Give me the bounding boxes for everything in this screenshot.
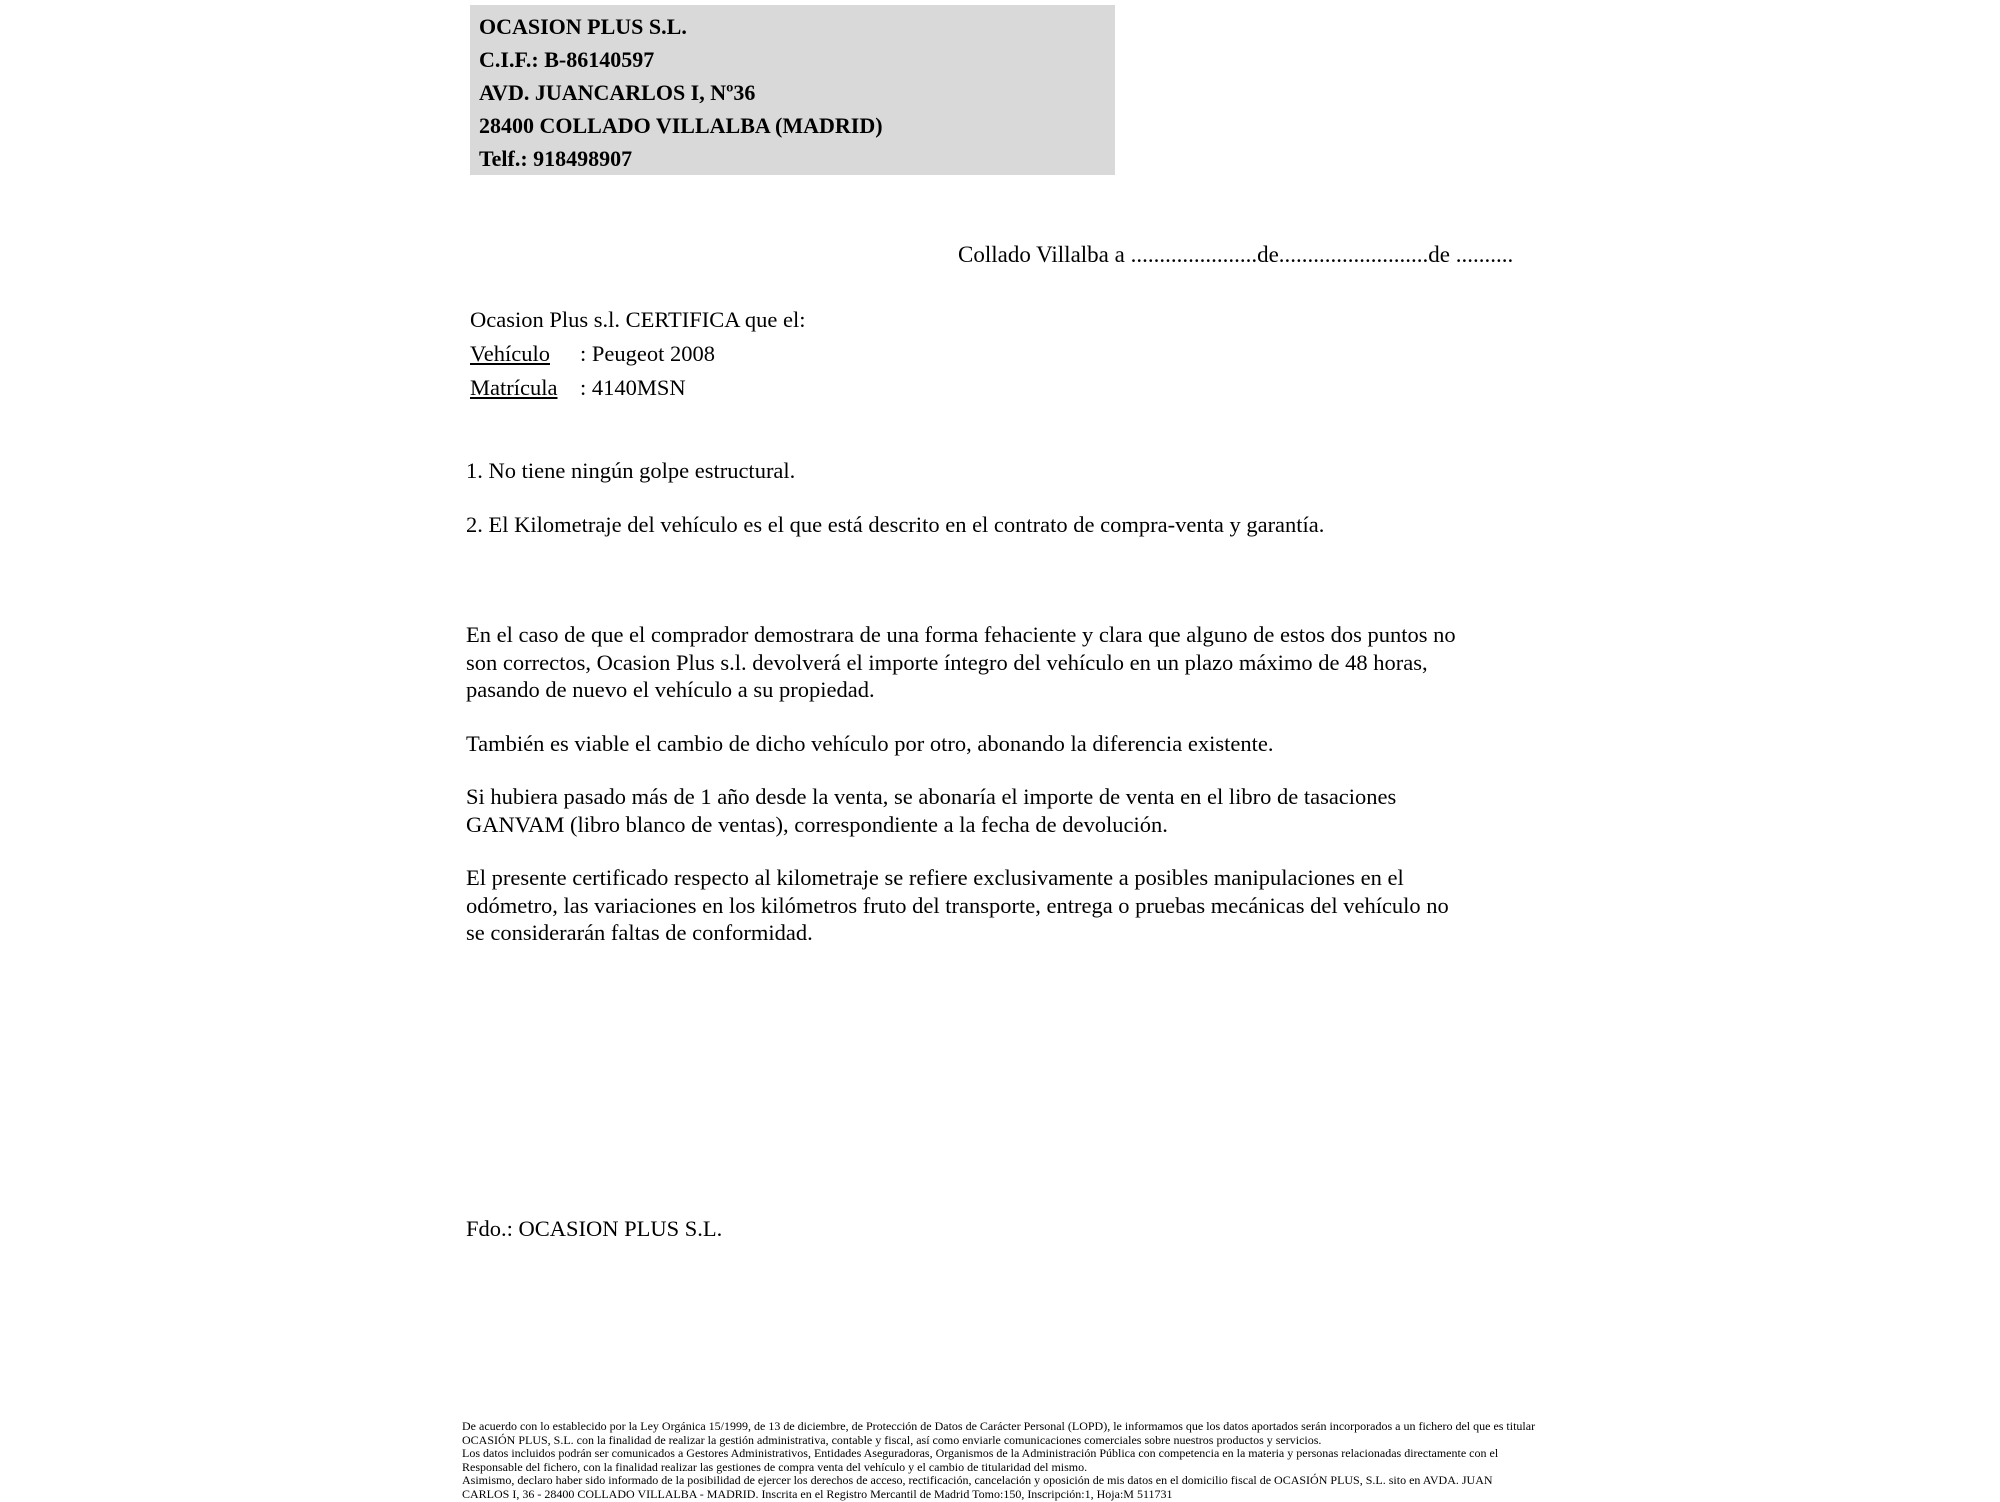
- company-phone: Telf.: 918498907: [479, 146, 633, 171]
- body-paragraphs: [466, 621, 1586, 973]
- point-2: 2. El Kilometraje del vehículo es el que está descrito en el contrato de compra-venta y garantía.: [466, 512, 1325, 537]
- legal-line: OCASIÓN PLUS, S.L. con la finalidad de realizar la gestión administrativa, contable y fiscal, así como enviarle comunicaciones comerciales sobre nuestros productos y servicios.: [462, 1432, 1322, 1447]
- company-name: OCASION PLUS S.L.: [479, 14, 687, 39]
- plate-label: Matrícula: [470, 375, 558, 400]
- vehicle-label: Vehículo: [470, 341, 550, 366]
- paragraph-odometer: El presente certificado respecto al kilometraje se refiere exclusivamente a posibles manipulaciones en el odómetro, las variaciones en los kilómetros fruto del transporte, entrega o pruebas mecánicas del vehículo no se considerarán faltas de conformidad.: [466, 865, 1449, 945]
- company-header-block: [470, 5, 1115, 175]
- paragraph-exchange: También es viable el cambio de dicho vehículo por otro, abonando la diferencia existente.: [466, 730, 1274, 756]
- certification-block: [470, 303, 806, 405]
- vehicle-value: : Peugeot 2008: [580, 341, 715, 366]
- signature-line: Fdo.: OCASION PLUS S.L.: [466, 1216, 723, 1241]
- company-city: 28400 COLLADO VILLALBA (MADRID): [479, 113, 883, 138]
- legal-line: CARLOS I, 36 - 28400 COLLADO VILLALBA - MADRID. Inscrita en el Registro Mercantil de Madrid Tomo:150, Inscripción:1, Hoja:M 511731: [462, 1486, 1173, 1501]
- legal-line: De acuerdo con lo establecido por la Ley Orgánica 15/1999, de 13 de diciembre, de Protección de Datos de Carácter Personal (LOPD), le informamos que los datos aportados serán incorporados a un fichero del que es titular: [462, 1419, 1536, 1433]
- certification-intro: Ocasion Plus s.l. CERTIFICA que el:: [470, 307, 806, 332]
- company-cif: C.I.F.: B-86140597: [479, 47, 655, 72]
- legal-fine-print: [462, 1420, 1572, 1502]
- paragraph-refund: En el caso de que el comprador demostrara de una forma fehaciente y clara que alguno de estos dos puntos no son correctos, Ocasion Plus s.l. devolverá el importe íntegro del vehículo en un plazo máximo de 48 horas, pasando de nuevo el vehículo a su propiedad.: [466, 622, 1456, 702]
- plate-value: : 4140MSN: [580, 375, 686, 400]
- legal-line: Responsable del fichero, con la finalidad realizar las gestiones de compra venta del vehículo y el cambio de titularidad del mismo.: [462, 1459, 1088, 1474]
- company-address: AVD. JUANCARLOS I, Nº36: [479, 80, 756, 105]
- plate-field: [470, 371, 806, 405]
- vehicle-field: [470, 337, 806, 371]
- legal-line: Asimismo, declaro haber sido informado de la posibilidad de ejercer los derechos de acceso, rectificación, cancelación y oposición de mis datos en el domicilio fiscal de OCASIÓN PLUS, S.L. sito en AVDA. JUAN: [462, 1473, 1493, 1488]
- date-line: Collado Villalba a ......................de..........................de ..........: [958, 242, 1514, 267]
- legal-line: Los datos incluidos podrán ser comunicados a Gestores Administrativos, Entidades Aseguradoras, Organismos de la Administración Pública con competencia en la materia y personas relacionadas directamente con el: [462, 1446, 1499, 1461]
- point-1: 1. No tiene ningún golpe estructural.: [466, 458, 796, 483]
- paragraph-ganvam: Si hubiera pasado más de 1 año desde la venta, se abonaría el importe de venta en el libro de tasaciones GANVAM (libro blanco de ventas), correspondiente a la fecha de devolución.: [466, 784, 1397, 837]
